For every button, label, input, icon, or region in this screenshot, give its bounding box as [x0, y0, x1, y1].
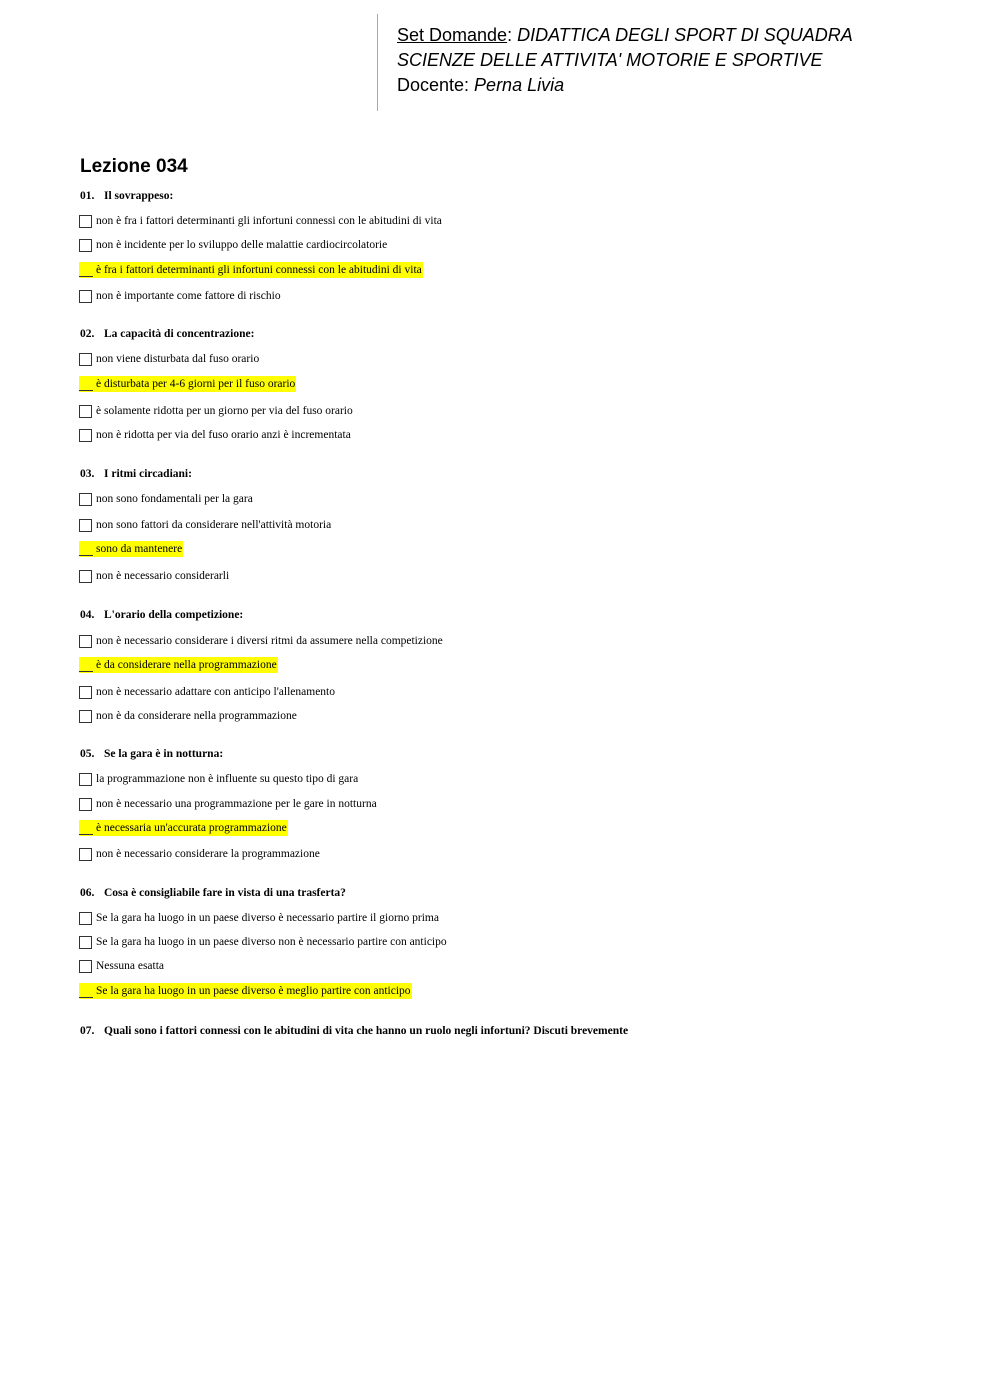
option-text: Se la gara ha luogo in un paese diverso non è necessario partire con anticipo: [96, 936, 447, 948]
lesson-title: Lezione 034: [80, 156, 188, 177]
question-title: [80, 188, 173, 204]
option-text: è disturbata per 4-6 giorni per il fuso orario: [96, 378, 296, 390]
option-text: è fra i fattori determinanti gli infortuni connessi con le abitudini di vita: [96, 264, 422, 276]
option-text: non è necessario considerarli: [96, 570, 230, 582]
option-text: è necessaria un'accurata programmazione: [96, 822, 287, 834]
option-text: Nessuna esatta: [96, 960, 165, 972]
answer-option[interactable]: [79, 237, 387, 253]
question-text: L'orario della competizione:: [104, 609, 244, 621]
option-text: la programmazione non è influente su questo tipo di gara: [96, 773, 359, 785]
option-text: non sono fattori da considerare nell'attività motoria: [96, 519, 332, 531]
checkbox-icon[interactable]: [79, 429, 92, 442]
answer-option[interactable]: [79, 708, 297, 724]
teacher-label: Docente:: [397, 75, 475, 95]
checkbox-icon[interactable]: [79, 215, 92, 228]
answer-option[interactable]: [79, 684, 335, 700]
answer-option[interactable]: [79, 934, 447, 950]
checkbox-icon[interactable]: [79, 936, 92, 949]
option-text: è da considerare nella programmazione: [96, 659, 277, 671]
answer-option[interactable]: [79, 910, 439, 926]
question-text: Cosa è consigliabile fare in vista di una trasferta?: [104, 887, 346, 899]
answer-option[interactable]: [79, 771, 358, 787]
checkbox-icon[interactable]: [79, 239, 92, 252]
question-text: La capacità di concentrazione:: [104, 328, 255, 340]
option-text: è solamente ridotta per un giorno per via del fuso orario: [96, 405, 353, 417]
answer-option-correct[interactable]: [79, 983, 412, 999]
question-number: 03.: [80, 468, 95, 480]
answer-option[interactable]: [79, 796, 377, 812]
question-title: [80, 746, 223, 762]
checkbox-icon[interactable]: [79, 960, 92, 973]
document-header: [377, 14, 977, 111]
answer-option[interactable]: [79, 846, 320, 862]
option-text: non viene disturbata dal fuso orario: [96, 353, 260, 365]
checkbox-icon[interactable]: [79, 710, 92, 723]
option-text: non è fra i fattori determinanti gli infortuni connessi con le abitudini di vita: [96, 215, 442, 227]
answer-option-correct[interactable]: [79, 657, 278, 673]
question-title: [80, 466, 192, 482]
answer-blank-icon[interactable]: [79, 264, 93, 277]
answer-option-correct[interactable]: [79, 376, 296, 392]
answer-option-correct[interactable]: [79, 262, 423, 278]
question-text: Quali sono i fattori connessi con le abitudini di vita che hanno un ruolo negli infortuni? Discuti brevemente: [104, 1025, 629, 1037]
question-number: 01.: [80, 190, 95, 202]
option-text: non è da considerare nella programmazione: [96, 710, 297, 722]
question-title: [80, 1023, 628, 1039]
option-text: non è necessario considerare la programmazione: [96, 848, 320, 860]
answer-option[interactable]: [79, 491, 253, 507]
answer-blank-icon[interactable]: [79, 659, 93, 672]
header-set-line: [397, 23, 977, 48]
answer-option[interactable]: [79, 568, 229, 584]
set-separator: :: [507, 25, 518, 45]
question-text: Se la gara è in notturna:: [104, 748, 224, 760]
course-name: SCIENZE DELLE ATTIVITA' MOTORIE E SPORTIVE: [397, 50, 823, 70]
answer-option[interactable]: [79, 427, 351, 443]
question-text: Il sovrappeso:: [104, 190, 174, 202]
question-title: [80, 607, 243, 623]
checkbox-icon[interactable]: [79, 493, 92, 506]
answer-blank-icon[interactable]: [79, 378, 93, 391]
question-number: 06.: [80, 887, 95, 899]
checkbox-icon[interactable]: [79, 353, 92, 366]
checkbox-icon[interactable]: [79, 405, 92, 418]
answer-option-correct[interactable]: [79, 541, 183, 557]
option-text: non è necessario considerare i diversi ritmi da assumere nella competizione: [96, 635, 443, 647]
question-text: I ritmi circadiani:: [104, 468, 192, 480]
question-number: 07.: [80, 1025, 95, 1037]
header-teacher-line: [397, 73, 977, 98]
question-number: 05.: [80, 748, 95, 760]
checkbox-icon[interactable]: [79, 519, 92, 532]
answer-option[interactable]: [79, 351, 259, 367]
checkbox-icon[interactable]: [79, 635, 92, 648]
answer-option[interactable]: [79, 633, 443, 649]
question-title: [80, 326, 254, 342]
checkbox-icon[interactable]: [79, 773, 92, 786]
option-text: sono da mantenere: [96, 543, 183, 555]
question-title: [80, 885, 346, 901]
answer-blank-icon[interactable]: [79, 543, 93, 556]
checkbox-icon[interactable]: [79, 290, 92, 303]
answer-option[interactable]: [79, 213, 442, 229]
checkbox-icon[interactable]: [79, 570, 92, 583]
option-text: non è necessario adattare con anticipo l'allenamento: [96, 686, 335, 698]
answer-option[interactable]: [79, 288, 281, 304]
checkbox-icon[interactable]: [79, 912, 92, 925]
option-text: non è incidente per lo sviluppo delle malattie cardiocircolatorie: [96, 239, 388, 251]
option-text: non sono fondamentali per la gara: [96, 493, 253, 505]
answer-blank-icon[interactable]: [79, 822, 93, 835]
checkbox-icon[interactable]: [79, 798, 92, 811]
checkbox-icon[interactable]: [79, 848, 92, 861]
answer-option[interactable]: [79, 958, 164, 974]
teacher-name: Perna Livia: [474, 75, 565, 95]
option-text: non è importante come fattore di rischio: [96, 290, 281, 302]
set-label: Set Domande: [397, 25, 508, 45]
checkbox-icon[interactable]: [79, 686, 92, 699]
answer-option[interactable]: [79, 517, 331, 533]
option-text: Se la gara ha luogo in un paese diverso è meglio partire con anticipo: [96, 985, 411, 997]
answer-blank-icon[interactable]: [79, 985, 93, 998]
option-text: Se la gara ha luogo in un paese diverso è necessario partire il giorno prima: [96, 912, 439, 924]
option-text: non è ridotta per via del fuso orario anzi è incrementata: [96, 429, 351, 441]
option-text: non è necessario una programmazione per le gare in notturna: [96, 798, 377, 810]
answer-option-correct[interactable]: [79, 820, 288, 836]
question-number: 02.: [80, 328, 95, 340]
course-title: DIDATTICA DEGLI SPORT DI SQUADRA: [517, 25, 853, 45]
question-number: 04.: [80, 609, 95, 621]
answer-option[interactable]: [79, 403, 353, 419]
